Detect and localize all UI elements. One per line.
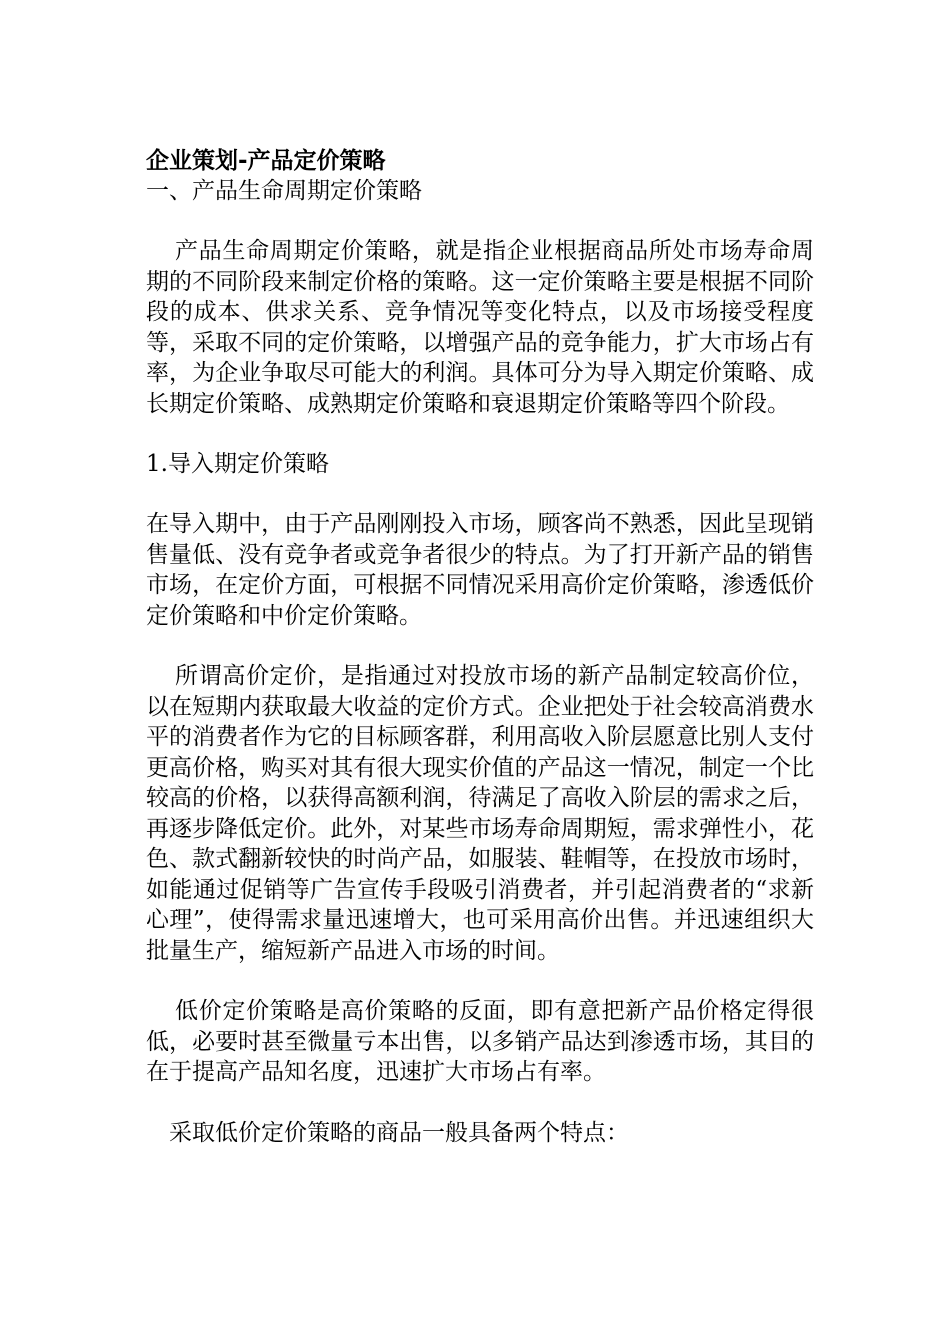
paragraph-high-price: 所谓高价定价，是指通过对投放市场的新产品制定较高价位，以在短期内获取最大收益的定价方式。企业把处于社会较高消费水平的消费者作为它的目标顾客群，利用高收入阶层愿意比别人支付更高价格，购买对其有很大现实价值的产品这一情况，制定一个比较高的价格，以获得高额利润，待满足了高收入阶层的需求之后，再逐步降低定价。此外，对某些市场寿命周期短，需求弹性小，花色、款式翻新较快的时尚产品，如服装、鞋帽等，在投放市场时，如能通过促销等广告宣传手段吸引消费者，并引起消费者的“求新心理”，使得需求量迅速增大，也可采用高价出售。并迅速组织大批量生产，缩短新产品进入市场的时间。 — [146, 663, 814, 964]
subheading-introduction-stage: 1.导入期定价策略 — [146, 451, 329, 477]
paragraph-introduction-stage: 在导入期中，由于产品刚刚投入市场，顾客尚不熟悉，因此呈现销售量低、没有竞争者或竞争者很少的特点。为了打开新产品的销售市场，在定价方面，可根据不同情况采用高价定价策略，渗透低价定价策略和中价定价策略。 — [146, 511, 814, 629]
document-title: 企业策划-产品定价策略 — [146, 148, 386, 174]
section-heading: 一、产品生命周期定价策略 — [146, 178, 422, 204]
document-body — [146, 146, 814, 1148]
paragraph-low-price: 低价定价策略是高价策略的反面，即有意把新产品价格定得很低，必要时甚至微量亏本出售，以多销产品达到渗透市场，其目的在于提高产品知名度，迅速扩大市场占有率。 — [146, 998, 814, 1085]
paragraph-low-price-features: 采取低价定价策略的商品一般具备两个特点： — [169, 1119, 629, 1146]
paragraph-lifecycle-intro: 产品生命周期定价策略，就是指企业根据商品所处市场寿命周期的不同阶段来制定价格的策略。这一定价策略主要是根据不同阶段的成本、供求关系、竞争情况等变化特点，以及市场接受程度等，采取不同的定价策略，以增强产品的竞争能力，扩大市场占有率，为企业争取尽可能大的利润。具体可分为导入期定价策略、成长期定价策略、成熟期定价策略和衰退期定价策略等四个阶段。 — [146, 238, 814, 417]
